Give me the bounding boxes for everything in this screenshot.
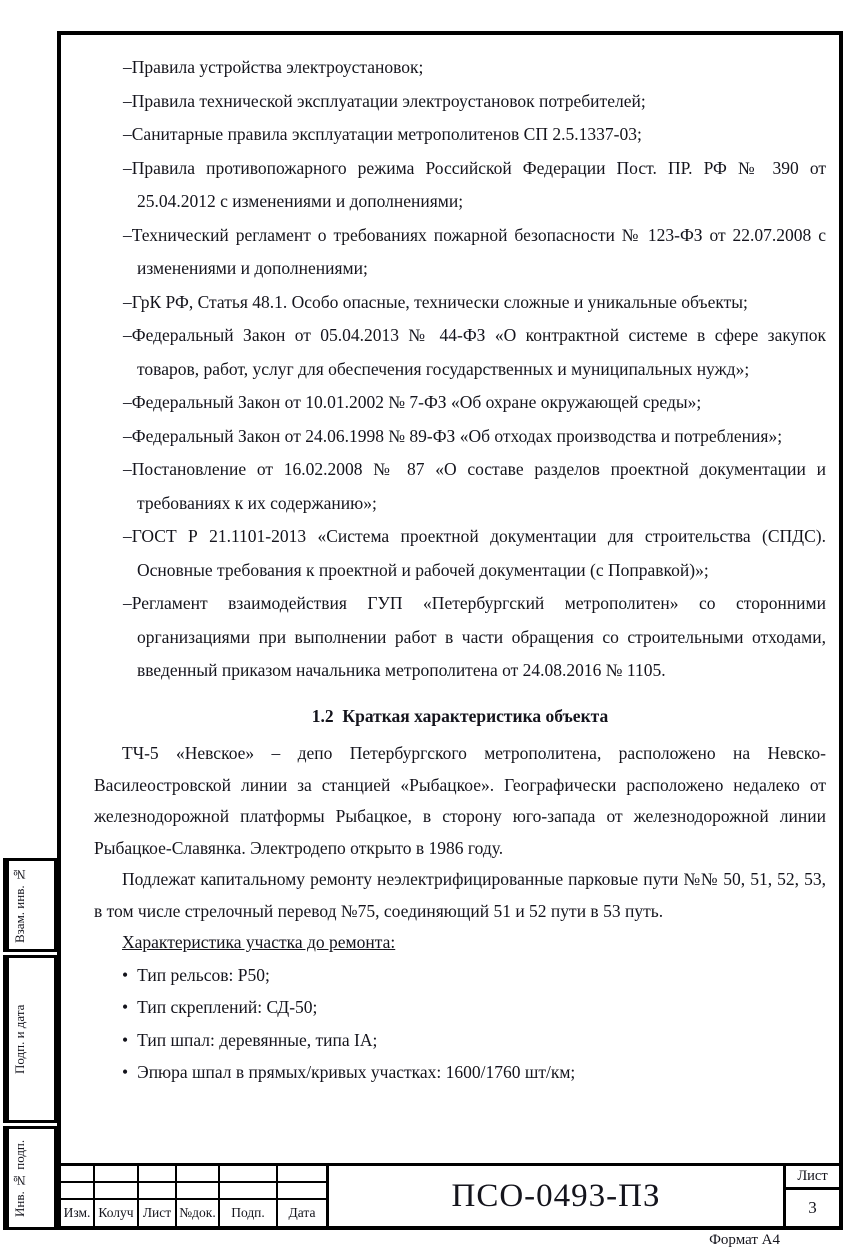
sheet-number: 3 xyxy=(808,1198,817,1217)
document-content xyxy=(94,51,826,1089)
dash-marker: – xyxy=(123,291,132,312)
characteristics-label-line xyxy=(94,927,826,959)
stamp-empty-cell xyxy=(31,958,54,1120)
doc-number: ПСО-0493-ПЗ xyxy=(329,1166,786,1226)
revision-cell xyxy=(220,1183,278,1200)
dash-marker: – xyxy=(123,526,132,546)
dash-marker: – xyxy=(123,593,132,613)
revision-cell xyxy=(95,1183,139,1200)
stamp-empty-cell xyxy=(31,861,54,949)
revision-cell xyxy=(220,1166,278,1183)
bullet-icon: • xyxy=(122,1029,129,1050)
revision-cell xyxy=(139,1183,177,1200)
list-item xyxy=(94,587,826,688)
list-item-text: Федеральный Закон от 05.04.2013 № 44-ФЗ «О контрактной системе в сфере закупок товаров, работ, услуг для обеспечения государственных и муниципальных нужд»; xyxy=(131,325,826,379)
list-item xyxy=(94,152,826,219)
stamp-label-podp-data: Подп. и дата xyxy=(6,958,31,1120)
dash-marker: – xyxy=(123,90,132,111)
stamp-box-podp-data xyxy=(3,955,57,1123)
bullet-item xyxy=(94,1056,826,1089)
list-item-text: Правила устройства электроустановок; xyxy=(131,57,424,77)
format-label: Формат А4 xyxy=(709,1232,780,1248)
revision-cell xyxy=(177,1183,220,1200)
bullet-item-text: Эпюра шпал в прямых/кривых участках: 1600/1760 шт/км; xyxy=(137,1062,576,1082)
dash-marker: – xyxy=(123,325,132,345)
stamp-box-inv-podp xyxy=(3,1126,57,1230)
revision-header-podp: Подп. xyxy=(220,1200,278,1226)
bullet-item xyxy=(94,959,826,992)
list-item-text: Санитарные правила эксплуатации метрополитенов СП 2.5.1337-03; xyxy=(131,124,642,144)
list-item-text: Правила противопожарного режима Российской Федерации Пост. ПР. РФ № 390 от 25.04.2012 с изменениями и дополнениями; xyxy=(131,157,826,211)
list-item xyxy=(94,453,826,520)
revision-cell xyxy=(278,1183,326,1200)
list-item xyxy=(94,85,826,119)
list-item xyxy=(94,386,826,420)
list-item-text: Федеральный Закон от 24.06.1998 № 89-ФЗ «Об отходах производства и потребления»; xyxy=(131,425,783,446)
bullet-item-text: Тип скреплений: СД-50; xyxy=(137,997,318,1017)
bullet-item-text: Тип рельсов: Р50; xyxy=(137,964,270,985)
sheet-label: Лист xyxy=(786,1166,839,1190)
paragraph: ТЧ-5 «Невское» – депо Петербургского метрополитена, расположено на Невско-Василеостровской линии за станцией «Рыбацкое». Географически расположено недалеко от железнодорожной платформы Рыбацкое, в сторону юго-запада от железнодорожной линии Рыбацкое-Славянка. Электродепо открыто в 1986 году. xyxy=(94,743,826,858)
bullet-item-text: Тип шпал: деревянные, типа IА; xyxy=(137,1029,378,1050)
revision-cell xyxy=(61,1166,95,1183)
revision-header-data: Дата xyxy=(288,1205,316,1220)
list-item xyxy=(94,420,826,454)
revision-cell xyxy=(278,1166,326,1183)
list-item xyxy=(94,118,826,152)
stamp-box-vzam-inv xyxy=(3,858,57,952)
revision-cell xyxy=(61,1183,95,1200)
dash-marker: – xyxy=(123,224,132,245)
dash-marker: – xyxy=(123,459,132,479)
revision-cell xyxy=(139,1166,177,1183)
list-item-text: Регламент взаимодействия ГУП «Петербургский метрополитен» со сторонними организациями при выполнении работ в части обращения со строительными отходами, введенный приказом начальника метрополитена от 24.08.2016 № 1105. xyxy=(131,593,826,680)
dash-marker: – xyxy=(123,392,132,412)
stamp-label-vzam-inv: Взам. инв. № xyxy=(6,861,31,949)
list-item xyxy=(94,319,826,386)
dash-marker: – xyxy=(123,57,132,77)
revision-header-izm: Изм. xyxy=(61,1200,95,1226)
list-item-text: ГрК РФ, Статья 48.1. Особо опасные, технически сложные и уникальные объекты; xyxy=(131,291,748,312)
list-item xyxy=(94,286,826,320)
revision-header-list: Лист xyxy=(139,1200,177,1226)
title-block xyxy=(61,1163,839,1226)
revision-cell xyxy=(95,1166,139,1183)
bullet-item xyxy=(94,991,826,1024)
revision-cell xyxy=(177,1166,220,1183)
revision-header-dok: №док. xyxy=(177,1200,220,1226)
bullet-icon: • xyxy=(122,997,129,1017)
page-frame xyxy=(57,31,843,1230)
list-item-text: Технический регламент о требованиях пожарной безопасности № 123-ФЗ от 22.07.2008 с изменениями и дополнениями; xyxy=(131,224,826,278)
stamp-empty-cell xyxy=(31,1129,54,1227)
bullet-icon: • xyxy=(122,964,129,985)
list-item xyxy=(94,219,826,286)
bullet-item xyxy=(94,1024,826,1057)
list-item xyxy=(94,520,826,587)
list-item-text: ГОСТ Р 21.1101-2013 «Система проектной документации для строительства (СПДС). Основные требования к проектной и рабочей документации (с Поправкой)»; xyxy=(131,526,826,580)
revision-table xyxy=(61,1166,329,1226)
list-item xyxy=(94,51,826,85)
characteristics-label: Характеристика участка до ремонта: xyxy=(122,932,396,952)
characteristics-list xyxy=(94,959,826,1089)
section-heading: 1.2 Краткая характеристика объекта xyxy=(311,705,609,726)
regulations-list xyxy=(94,51,826,688)
dash-marker: – xyxy=(123,157,132,178)
sheet-cell xyxy=(786,1166,839,1226)
list-item-text: Правила технической эксплуатации электроустановок потребителей; xyxy=(131,90,646,111)
paragraph: Подлежат капитальному ремонту неэлектрифицированные парковые пути №№ 50, 51, 52, 53, в том числе стрелочный перевод №75, соединяющий 51 и 52 пути в 53 путь. xyxy=(94,869,826,921)
dash-marker: – xyxy=(123,425,132,446)
list-item-text: Постановление от 16.02.2008 № 87 «О составе разделов проектной документации и требованиях к их содержанию»; xyxy=(131,459,826,513)
bullet-icon: • xyxy=(122,1062,129,1082)
dash-marker: – xyxy=(123,124,132,144)
list-item-text: Федеральный Закон от 10.01.2002 № 7-ФЗ «Об охране окружающей среды»; xyxy=(131,392,702,412)
revision-header-koluch: Колуч xyxy=(95,1200,139,1226)
stamp-label-inv-podp: Инв. № подп. xyxy=(6,1129,31,1227)
